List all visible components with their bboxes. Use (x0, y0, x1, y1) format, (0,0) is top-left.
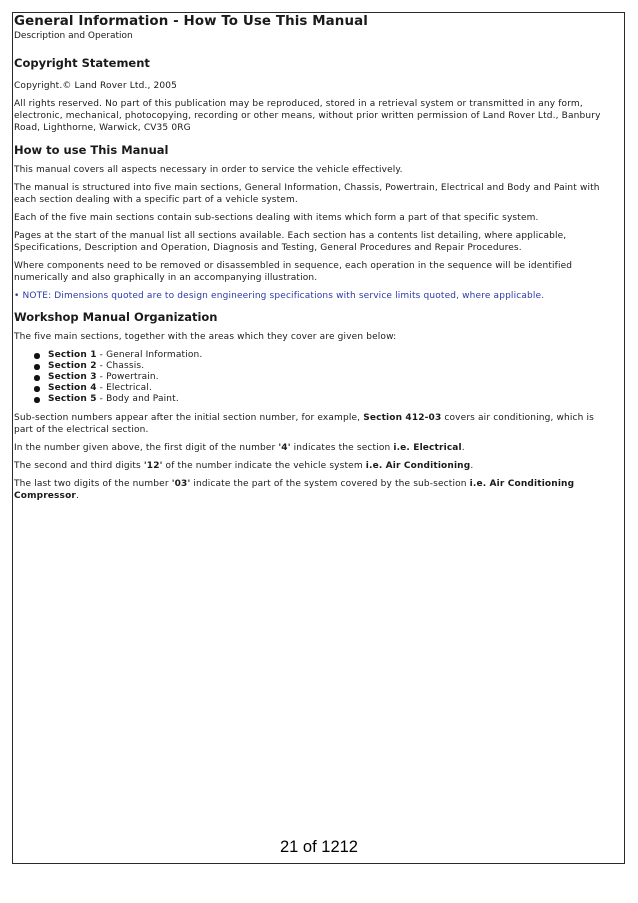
page-number: 21 of 1212 (280, 838, 358, 856)
section-desc: - Chassis. (96, 361, 145, 371)
section-desc: - Electrical. (96, 383, 152, 393)
howto-paragraph-5: Where components need to be removed or disassembled in sequence, each operation in the sequence will be identified numerically and also graphically in an accompanying illustration. (14, 261, 573, 283)
page-subtitle: Description and Operation (14, 31, 133, 41)
section-label: Section 5 (48, 394, 97, 404)
section-desc: - Powertrain. (96, 372, 159, 382)
section-number: Section 412-03 (363, 413, 442, 423)
howto-paragraph-4: Pages at the start of the manual list all sections available. Each section has a contents list detailing, where applicable, Specifications, Description and Operation, Diagnosis and Testing, General Procedures and Repair Procedures. (14, 231, 567, 253)
section-label: Section 1 (48, 350, 97, 360)
text-run: In the number given above, the first digit of the number (14, 443, 279, 453)
list-item (34, 394, 604, 405)
list-item (34, 372, 604, 383)
page-title: General Information - How To Use This Manual (14, 14, 368, 29)
section-list (14, 350, 604, 405)
rights-paragraph: All rights reserved. No part of this publication may be reproduced, stored in a retrieval system or transmitted in any form, electronic, mechanical, photocopying, recording or other means, without prior written permission of Land Rover Ltd., Banbury Road, Lighthorne, Warwick, CV35 0RG (14, 99, 601, 133)
bullet-icon (34, 375, 40, 381)
text-run: . (76, 491, 80, 501)
digit-value: '12' (143, 461, 163, 471)
digit-meaning: i.e. Air Conditioning Compressor (14, 479, 575, 501)
howto-heading: How to use This Manual (14, 143, 169, 157)
second-digit-paragraph (14, 460, 604, 472)
text-run: . (470, 461, 474, 471)
text-run: covers air conditioning, which is part of the electrical section. (14, 413, 595, 435)
copyright-line: Copyright.© Land Rover Ltd., 2005 (14, 81, 177, 91)
howto-paragraph-3: Each of the five main sections contain sub-sections dealing with items which form a part of that specific system. (14, 213, 539, 223)
bullet-icon (34, 386, 40, 392)
text-run: indicate the part of the system covered by the sub-section (190, 479, 470, 489)
list-item (34, 383, 604, 394)
bullet-icon (34, 397, 40, 403)
section-desc: - Body and Paint. (96, 394, 179, 404)
note-paragraph: • NOTE: Dimensions quoted are to design engineering specifications with service limits quoted, where applicable. (14, 291, 545, 301)
text-run: The second and third digits (14, 461, 144, 471)
text-run: of the number indicate the vehicle system (162, 461, 366, 471)
first-digit-paragraph (14, 442, 604, 454)
text-run: The last two digits of the number (14, 479, 172, 489)
list-item (34, 361, 604, 372)
howto-paragraph-1: This manual covers all aspects necessary in order to service the vehicle effectively. (14, 165, 403, 175)
copyright-heading: Copyright Statement (14, 56, 150, 70)
digit-meaning: i.e. Air Conditioning (365, 461, 471, 471)
page-content (14, 14, 604, 502)
howto-paragraph-2: The manual is structured into five main sections, General Information, Chassis, Powertrain, Electrical and Body and Paint with each section dealing with a specific part of a vehicle system. (14, 183, 600, 205)
list-item (34, 350, 604, 361)
section-label: Section 4 (48, 383, 97, 393)
section-label: Section 3 (48, 372, 97, 382)
digit-value: '4' (278, 443, 291, 453)
section-desc: - General Information. (96, 350, 203, 360)
bullet-icon (34, 364, 40, 370)
text-run: . (461, 443, 465, 453)
organization-heading: Workshop Manual Organization (14, 310, 218, 324)
text-run: Sub-section numbers appear after the initial section number, for example, (14, 413, 364, 423)
organization-intro: The five main sections, together with the areas which they cover are given below: (14, 332, 397, 342)
digit-meaning: i.e. Electrical (393, 443, 462, 453)
bullet-icon (34, 353, 40, 359)
text-run: indicates the section (290, 443, 394, 453)
last-digits-paragraph (14, 478, 604, 502)
section-label: Section 2 (48, 361, 97, 371)
digit-value: '03' (171, 479, 191, 489)
subsection-paragraph (14, 412, 604, 436)
